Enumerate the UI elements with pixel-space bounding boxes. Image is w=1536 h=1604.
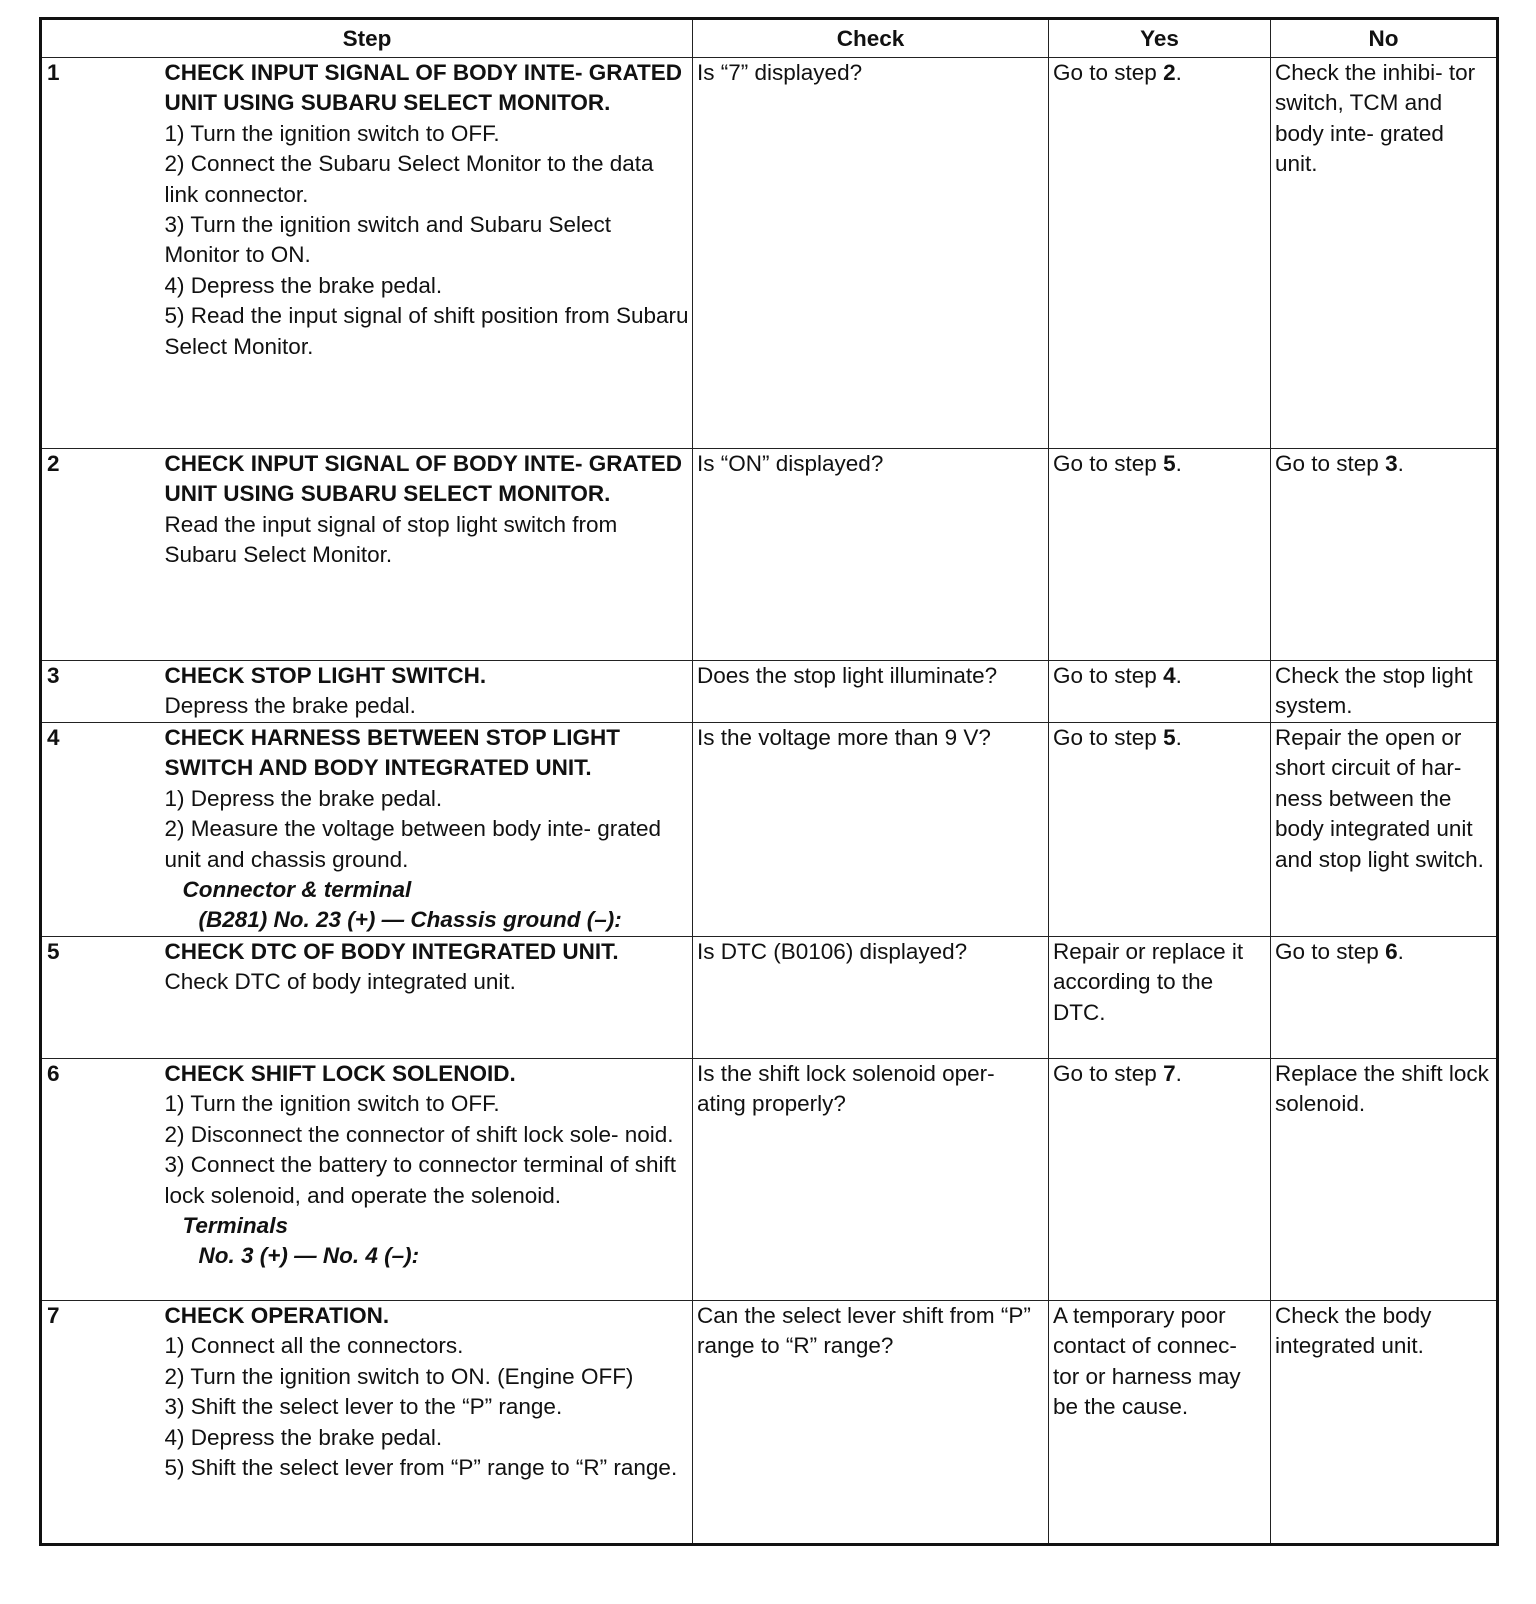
spec-label: Terminals [182, 1213, 288, 1239]
no-text: Check the inhibi- tor switch, TCM and body inte- grated unit. [1275, 60, 1476, 177]
yes-cell [1049, 58, 1271, 449]
step-title: CHECK INPUT SIGNAL OF BODY INTE- GRATED UNIT USING SUBARU SELECT MONITOR. [164, 451, 683, 507]
no-cell [1271, 1059, 1498, 1301]
spec-value: No. 3 (+) — No. 4 (–): [198, 1243, 420, 1269]
step-instruction: 1) Turn the ignition switch to OFF. [164, 120, 500, 146]
step-number: 7 [41, 1301, 165, 1545]
header-step: Step [41, 19, 693, 58]
no-cell [1271, 723, 1498, 937]
header-row [41, 19, 1498, 58]
no-text: Check the stop light system. [1275, 663, 1473, 719]
step-instruction: 5) Shift the select lever from “P” range to “R” range. [164, 1455, 678, 1481]
step-description [165, 1059, 693, 1301]
check-cell: Is the shift lock solenoid oper- ating properly? [693, 1059, 1049, 1301]
yes-text: A temporary poor contact of connec- tor or harness may be the cause. [1053, 1303, 1241, 1420]
yes-cell [1049, 661, 1271, 723]
check-cell: Is “ON” displayed? [693, 449, 1049, 661]
yes-step-ref: 7 [1163, 1061, 1176, 1086]
table-row [41, 1301, 1498, 1545]
step-instruction: 2) Connect the Subaru Select Monitor to the data link connector. [164, 151, 654, 207]
step-instruction: Check DTC of body integrated unit. [164, 969, 516, 995]
step-instruction: 3) Shift the select lever to the “P” range. [164, 1394, 563, 1420]
check-cell: Is the voltage more than 9 V? [693, 723, 1049, 937]
yes-step-ref: 5 [1163, 451, 1176, 476]
yes-text: Go to step [1053, 60, 1164, 85]
yes-text: Go to step [1053, 1061, 1164, 1086]
no-step-ref: 3 [1385, 451, 1398, 476]
step-number: 4 [41, 723, 165, 937]
check-cell: Is “7” displayed? [693, 58, 1049, 449]
diagnostic-table [39, 17, 1499, 1546]
header-no: No [1271, 19, 1498, 58]
step-instruction: 3) Connect the battery to connector terminal of shift lock solenoid, and operate the solenoid. [164, 1152, 677, 1208]
step-title: CHECK STOP LIGHT SWITCH. [164, 663, 487, 688]
step-title: CHECK INPUT SIGNAL OF BODY INTE- GRATED UNIT USING SUBARU SELECT MONITOR. [164, 60, 683, 116]
yes-text-end: . [1175, 1061, 1182, 1086]
step-instruction: 4) Depress the brake pedal. [164, 272, 443, 298]
no-text-end: . [1397, 939, 1404, 964]
step-description [165, 58, 693, 449]
check-cell: Is DTC (B0106) displayed? [693, 937, 1049, 1059]
step-description [165, 1301, 693, 1545]
no-cell [1271, 937, 1498, 1059]
yes-text: Go to step [1053, 663, 1164, 688]
step-instruction: Depress the brake pedal. [164, 693, 416, 719]
step-number: 2 [41, 449, 165, 661]
step-description [165, 723, 693, 937]
yes-text-end: . [1175, 451, 1182, 476]
step-description [165, 937, 693, 1059]
step-description [165, 449, 693, 661]
step-instruction: 5) Read the input signal of shift position from Subaru Select Monitor. [164, 303, 689, 359]
no-cell [1271, 661, 1498, 723]
yes-text: Go to step [1053, 725, 1164, 750]
yes-text-end: . [1175, 725, 1182, 750]
step-instruction: 2) Turn the ignition switch to ON. (Engine OFF) [164, 1363, 634, 1389]
no-text: Replace the shift lock solenoid. [1275, 1061, 1489, 1117]
yes-cell [1049, 449, 1271, 661]
step-title: CHECK HARNESS BETWEEN STOP LIGHT SWITCH AND BODY INTEGRATED UNIT. [164, 725, 620, 781]
step-instruction: 2) Measure the voltage between body inte- grated unit and chassis ground. [164, 816, 662, 872]
yes-step-ref: 5 [1163, 725, 1176, 750]
header-check: Check [693, 19, 1049, 58]
step-instruction: 2) Disconnect the connector of shift lock sole- noid. [164, 1121, 674, 1147]
no-text: Repair the open or short circuit of har- ness between the body integrated unit and stop light switch. [1275, 725, 1484, 872]
table-row [41, 661, 1498, 723]
spec-label: Connector & terminal [182, 877, 412, 903]
no-text: Go to step [1275, 451, 1386, 476]
step-instruction: Read the input signal of stop light switch from Subaru Select Monitor. [164, 511, 618, 568]
yes-text-end: . [1175, 663, 1182, 688]
step-instruction: 3) Turn the ignition switch and Subaru Select Monitor to ON. [164, 212, 612, 268]
step-instruction: 1) Turn the ignition switch to OFF. [164, 1091, 500, 1117]
table-row [41, 937, 1498, 1059]
yes-text-end: . [1175, 60, 1182, 85]
step-description [165, 661, 693, 723]
step-instruction: 1) Depress the brake pedal. [164, 785, 443, 811]
spec-value: (B281) No. 23 (+) — Chassis ground (–): [198, 907, 622, 933]
no-step-ref: 6 [1385, 939, 1398, 964]
header-yes: Yes [1049, 19, 1271, 58]
yes-step-ref: 2 [1163, 60, 1176, 85]
no-cell [1271, 1301, 1498, 1545]
table-row [41, 1059, 1498, 1301]
check-cell: Can the select lever shift from “P” range to “R” range? [693, 1301, 1049, 1545]
no-text-end: . [1397, 451, 1404, 476]
no-text: Check the body integrated unit. [1275, 1303, 1432, 1359]
step-number: 5 [41, 937, 165, 1059]
step-title: CHECK SHIFT LOCK SOLENOID. [164, 1061, 516, 1086]
no-cell [1271, 58, 1498, 449]
yes-cell [1049, 1301, 1271, 1545]
step-number: 3 [41, 661, 165, 723]
no-cell [1271, 449, 1498, 661]
yes-step-ref: 4 [1163, 663, 1176, 688]
table-row [41, 449, 1498, 661]
step-title: CHECK DTC OF BODY INTEGRATED UNIT. [164, 939, 619, 964]
step-instruction: 4) Depress the brake pedal. [164, 1424, 443, 1450]
yes-cell [1049, 723, 1271, 937]
no-text: Go to step [1275, 939, 1386, 964]
step-number: 6 [41, 1059, 165, 1301]
yes-cell [1049, 1059, 1271, 1301]
step-instruction: 1) Connect all the connectors. [164, 1333, 464, 1359]
yes-text: Go to step [1053, 451, 1164, 476]
check-cell: Does the stop light illuminate? [693, 661, 1049, 723]
step-number: 1 [41, 58, 165, 449]
yes-cell [1049, 937, 1271, 1059]
table-row [41, 58, 1498, 449]
step-title: CHECK OPERATION. [164, 1303, 390, 1328]
table-row [41, 723, 1498, 937]
yes-text: Repair or replace it according to the DTC. [1053, 939, 1244, 1025]
